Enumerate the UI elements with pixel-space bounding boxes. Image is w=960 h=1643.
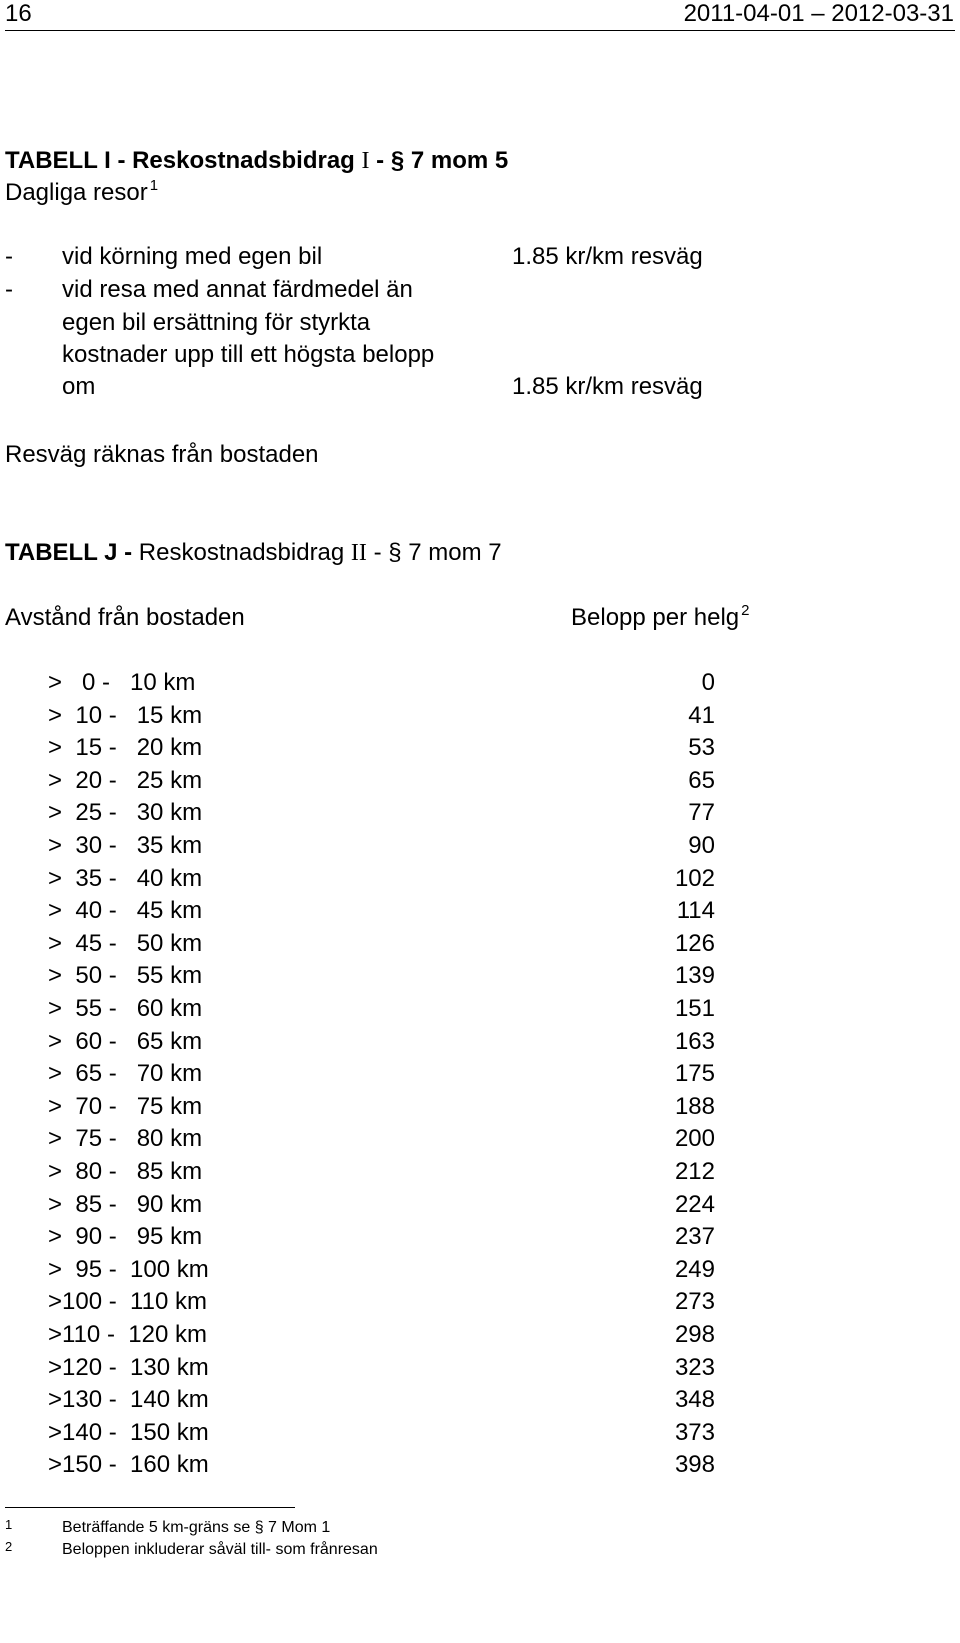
amount: 224	[674, 1191, 715, 1218]
amount: 188	[674, 1093, 715, 1120]
distance-range: > 95 - 100 km	[48, 1256, 209, 1283]
tabell-i-note: Resväg räknas från bostaden	[5, 441, 319, 468]
amount: 53	[688, 734, 715, 761]
distance-range: >110 - 120 km	[48, 1321, 207, 1348]
amount: 77	[688, 799, 715, 826]
amount: 298	[674, 1321, 715, 1348]
amount: 398	[674, 1451, 715, 1478]
column-header-distance: Avstånd från bostaden	[5, 604, 245, 631]
date-range: 2011-04-01 – 2012-03-31	[683, 0, 954, 27]
distance-range: >120 - 130 km	[48, 1354, 209, 1381]
amount: 249	[674, 1256, 715, 1283]
tabell-i-line-text: vid körning med egen bil	[62, 243, 323, 270]
tabell-i-title-suffix: - § 7 mom 5	[376, 147, 509, 174]
distance-range: > 0 - 10 km	[48, 669, 196, 696]
amount: 65	[688, 767, 715, 794]
distance-range: > 75 - 80 km	[48, 1125, 203, 1152]
amount: 200	[674, 1125, 715, 1152]
amount: 212	[674, 1158, 715, 1185]
tabell-i-line-dash: -	[5, 276, 13, 303]
distance-range: > 85 - 90 km	[48, 1191, 203, 1218]
column-header-amount-text: Belopp per helg	[571, 604, 740, 631]
distance-range: > 25 - 30 km	[48, 799, 203, 826]
amount: 373	[674, 1419, 715, 1446]
tabell-i-title-prefix: TABELL I - Reskostnadsbidrag	[5, 147, 355, 174]
amount: 175	[674, 1060, 715, 1087]
amount: 90	[688, 832, 715, 859]
tabell-j-title-bold: TABELL J -	[5, 539, 133, 566]
distance-range: > 40 - 45 km	[48, 897, 203, 924]
distance-range: > 65 - 70 km	[48, 1060, 203, 1087]
amount: 0	[701, 669, 715, 696]
header-divider	[5, 30, 955, 31]
distance-range: > 15 - 20 km	[48, 734, 203, 761]
amount: 348	[674, 1386, 715, 1413]
amount: 114	[676, 897, 715, 924]
footnote-ref-2: 2	[741, 602, 750, 619]
tabell-i-subtitle	[5, 179, 158, 210]
footnote-text: Beloppen inkluderar såväl till- som frånresan	[62, 1541, 378, 1558]
amount: 323	[674, 1354, 715, 1381]
amount: 126	[674, 930, 715, 957]
footnote-divider	[5, 1507, 295, 1508]
footnote-number: 1	[5, 1517, 13, 1532]
tabell-i-line-text: kostnader upp till ett högsta belopp	[62, 341, 435, 368]
amount: 102	[674, 865, 715, 892]
distance-range: >100 - 110 km	[48, 1288, 207, 1315]
amount: 237	[674, 1223, 715, 1250]
distance-range: > 70 - 75 km	[48, 1093, 203, 1120]
distance-range: > 90 - 95 km	[48, 1223, 203, 1250]
tabell-j-title-prefix: Reskostnadsbidrag	[138, 539, 345, 566]
tabell-i-line-text: om	[62, 373, 96, 400]
distance-range: > 35 - 40 km	[48, 865, 203, 892]
distance-range: >150 - 160 km	[48, 1451, 209, 1478]
column-header-amount	[571, 604, 749, 635]
distance-range: > 30 - 35 km	[48, 832, 203, 859]
tabell-i-line-value: 1.85 kr/km resväg	[512, 243, 703, 270]
distance-range: > 60 - 65 km	[48, 1028, 203, 1055]
tabell-i-line-text: vid resa med annat färdmedel än	[62, 276, 413, 303]
distance-range: > 50 - 55 km	[48, 962, 203, 989]
footnote-ref-1: 1	[149, 177, 159, 194]
tabell-i-line-dash: -	[5, 243, 13, 270]
tabell-i-title	[5, 147, 508, 175]
amount: 163	[674, 1028, 715, 1055]
tabell-j-title	[5, 539, 502, 567]
distance-range: > 45 - 50 km	[48, 930, 203, 957]
tabell-i-title-roman: I	[361, 148, 370, 174]
amount: 273	[674, 1288, 715, 1315]
tabell-j-title-suffix: - § 7 mom 7	[373, 539, 502, 566]
tabell-j-title-roman: II	[350, 540, 367, 566]
amount: 151	[674, 995, 715, 1022]
footnote-text: Beträffande 5 km-gräns se § 7 Mom 1	[62, 1519, 331, 1536]
distance-range: >130 - 140 km	[48, 1386, 209, 1413]
distance-range: >140 - 150 km	[48, 1419, 209, 1446]
tabell-i-line-value: 1.85 kr/km resväg	[512, 373, 703, 400]
distance-range: > 10 - 15 km	[48, 702, 203, 729]
distance-range: > 55 - 60 km	[48, 995, 203, 1022]
footnote-number: 2	[5, 1539, 13, 1554]
distance-range: > 80 - 85 km	[48, 1158, 203, 1185]
tabell-i-subtitle-text: Dagliga resor	[5, 179, 148, 206]
distance-range: > 20 - 25 km	[48, 767, 203, 794]
page-number: 16	[5, 0, 32, 27]
amount: 41	[688, 702, 715, 729]
amount: 139	[674, 962, 715, 989]
tabell-i-line-text: egen bil ersättning för styrkta	[62, 309, 371, 336]
